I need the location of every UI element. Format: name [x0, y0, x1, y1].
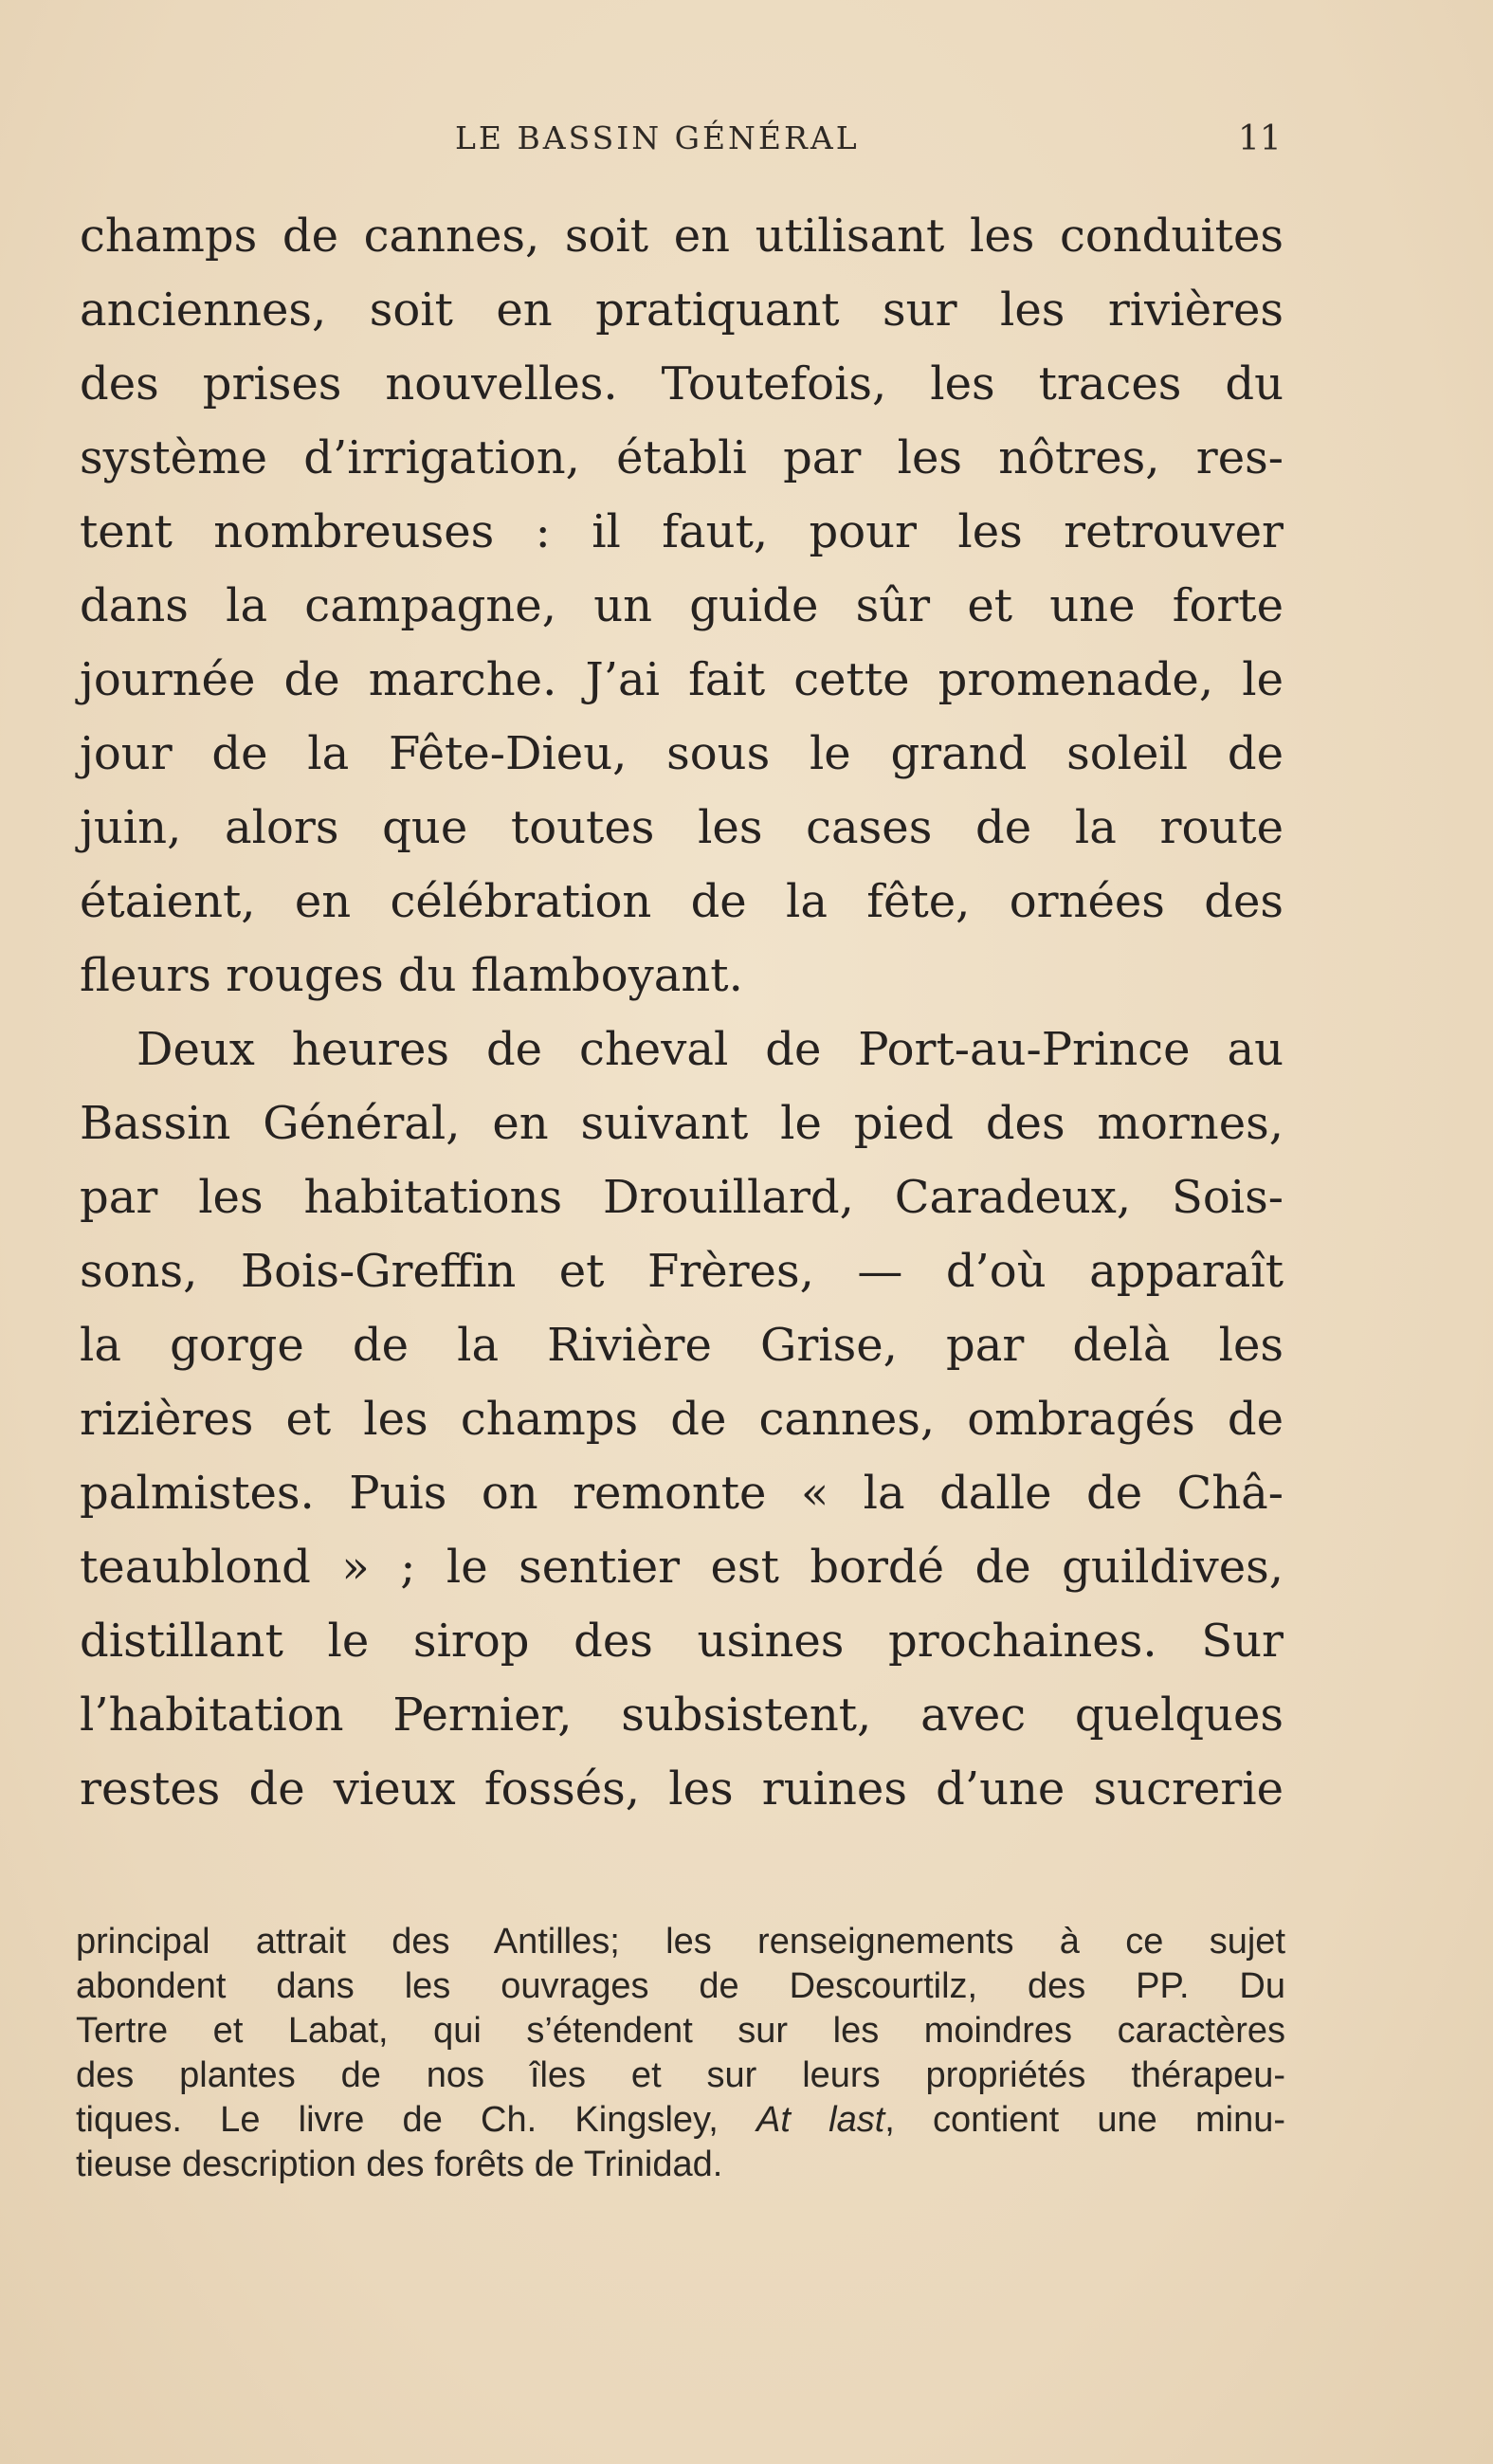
text-line: Bassin Général, en suivant le pied des mornes,	[80, 1097, 1284, 1150]
footnote-line: des plantes de nos îles et sur leurs propriétés thérapeu-	[76, 2055, 1285, 2095]
footnote-line: tieuse description des forêts de Trinidad.	[76, 2145, 723, 2184]
footnote-line: principal attrait des Antilles; les renseignements à ce sujet	[76, 1922, 1285, 1962]
text-line: système d’irrigation, établi par les nôtres, res-	[80, 431, 1284, 484]
footnote-line: abondent dans les ouvrages de Descourtilz, des PP. Du	[76, 1966, 1285, 2006]
body-text	[80, 199, 1284, 1826]
footnote-line	[76, 2098, 1285, 2143]
running-title: LE BASSIN GÉNÉRAL	[455, 119, 860, 156]
text-line: jour de la Fête-Dieu, sous le grand soleil de	[80, 727, 1284, 780]
paragraph-2	[80, 1013, 1284, 1826]
text-line: des prises nouvelles. Toutefois, les traces du	[80, 357, 1284, 411]
text-line: Deux heures de cheval de Port-au-Prince au	[137, 1023, 1284, 1076]
book-title: At last	[756, 2100, 885, 2140]
text-line: distillant le sirop des usines prochaines. Sur	[80, 1615, 1284, 1668]
page-number: 11	[1238, 119, 1282, 158]
text-line: par les habitations Drouillard, Caradeux, Sois-	[80, 1171, 1284, 1224]
text-line: palmistes. Puis on remonte « la dalle de Châ-	[80, 1467, 1284, 1520]
footnote-text: tiques. Le livre de Ch. Kingsley,	[76, 2100, 756, 2140]
paragraph-1	[80, 199, 1284, 1013]
text-line: tent nombreuses : il faut, pour les retrouver	[80, 505, 1284, 558]
text-line: sons, Bois-Greffin et Frères, — d’où apparaît	[80, 1245, 1284, 1298]
text-line: fleurs rouges du flamboyant.	[80, 949, 743, 1002]
text-line: rizières et les champs de cannes, ombragés de	[80, 1393, 1284, 1446]
footnote-line: Tertre et Labat, qui s’étendent sur les moindres caractères	[76, 2011, 1285, 2051]
footnote	[76, 1920, 1285, 2187]
running-head	[0, 116, 1493, 163]
text-line: la gorge de la Rivière Grise, par delà les	[80, 1319, 1284, 1372]
text-line: champs de cannes, soit en utilisant les conduites	[80, 210, 1284, 263]
text-line: juin, alors que toutes les cases de la route	[80, 801, 1284, 854]
text-line: teaublond » ; le sentier est bordé de guildives,	[80, 1541, 1284, 1594]
text-line: l’habitation Pernier, subsistent, avec quelques	[80, 1688, 1284, 1742]
footnote-text: , contient une minu-	[884, 2100, 1285, 2140]
text-line: journée de marche. J’ai fait cette promenade, le	[80, 653, 1284, 706]
text-line: étaient, en célébration de la fête, ornées des	[80, 875, 1284, 928]
text-line: restes de vieux fossés, les ruines d’une sucrerie	[80, 1762, 1284, 1816]
text-line: dans la campagne, un guide sûr et une forte	[80, 579, 1284, 632]
text-line: anciennes, soit en pratiquant sur les rivières	[80, 283, 1284, 337]
